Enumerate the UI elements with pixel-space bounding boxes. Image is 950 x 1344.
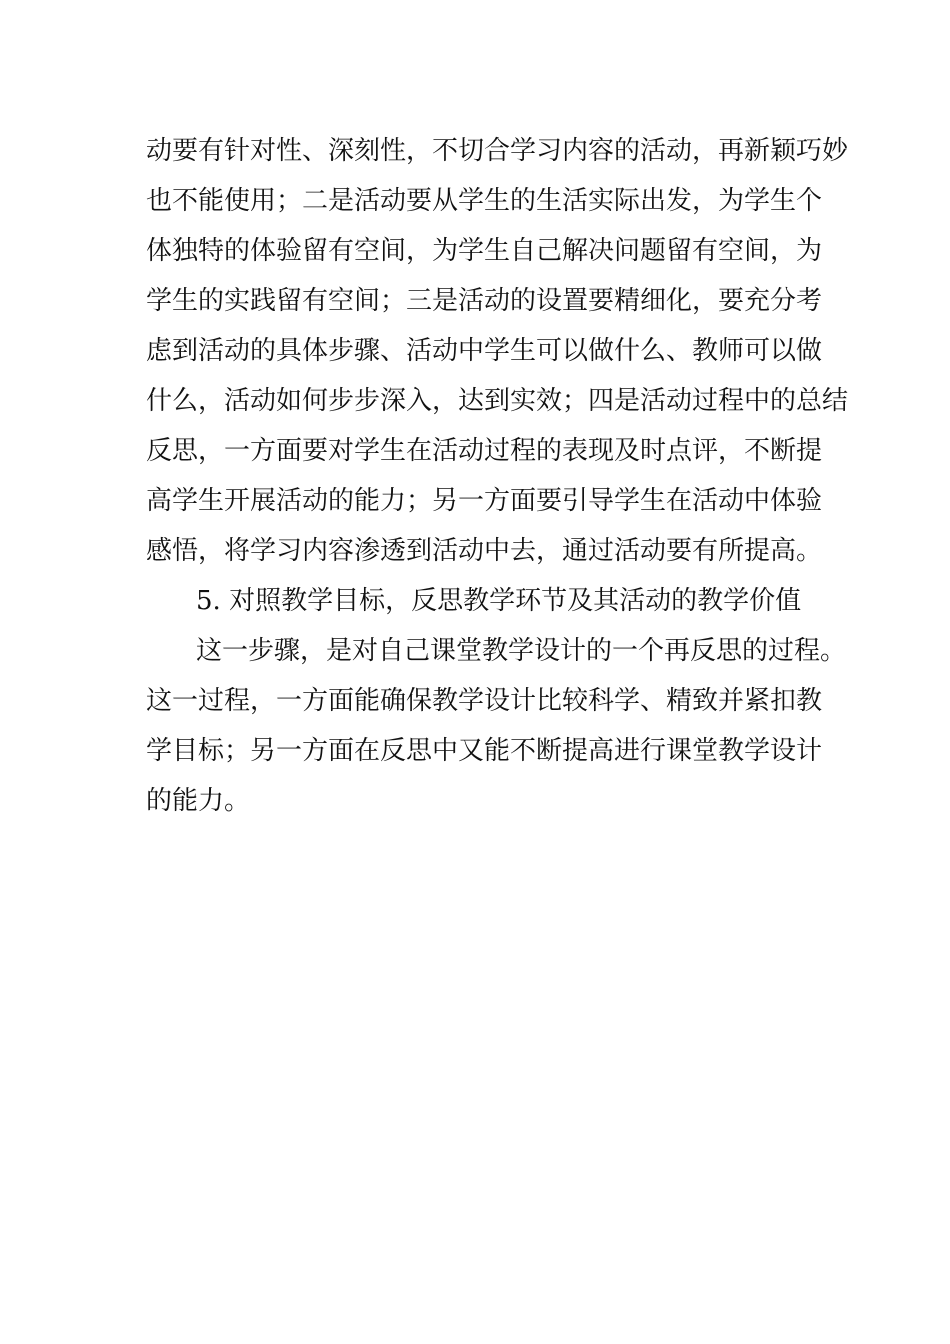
- paragraph-line: 感悟，将学习内容渗透到活动中去，通过活动要有所提高。: [146, 536, 823, 566]
- paragraph-line: 什么，活动如何步步深入，达到实效；四是活动过程中的总结: [146, 386, 849, 416]
- paragraph-line: 动要有针对性、深刻性，不切合学习内容的活动，再新颖巧妙: [146, 136, 849, 166]
- paragraph-line: 高学生开展活动的能力；另一方面要引导学生在活动中体验: [146, 486, 823, 516]
- section-heading: 5. 对照教学目标，反思教学环节及其活动的教学价值: [196, 586, 802, 616]
- paragraph-line: 虑到活动的具体步骤、活动中学生可以做什么、教师可以做: [146, 336, 823, 366]
- paragraph-line: 学生的实践留有空间；三是活动的设置要精细化，要充分考: [146, 286, 823, 316]
- paragraph-line: 也不能使用；二是活动要从学生的生活实际出发，为学生个: [146, 186, 823, 216]
- paragraph-line: 这一步骤，是对自己课堂教学设计的一个再反思的过程。: [196, 636, 847, 666]
- paragraph-line: 的能力。: [146, 786, 251, 816]
- paragraph-line: 反思，一方面要对学生在活动过程的表现及时点评，不断提: [146, 436, 823, 466]
- paragraph-line: 体独特的体验留有空间，为学生自己解决问题留有空间，为: [146, 236, 823, 266]
- paragraph-line: 这一过程，一方面能确保教学设计比较科学、精致并紧扣教: [146, 686, 823, 716]
- paragraph-line: 学目标；另一方面在反思中又能不断提高进行课堂教学设计: [146, 736, 823, 766]
